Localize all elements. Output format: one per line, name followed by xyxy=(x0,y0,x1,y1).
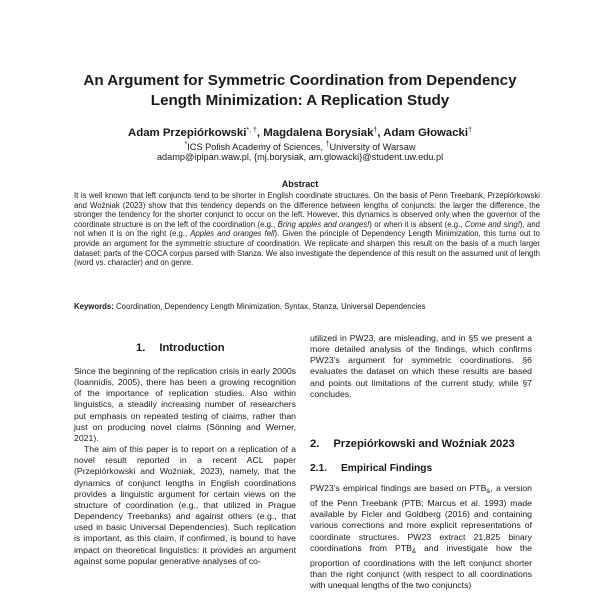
section-heading-pw23 xyxy=(310,437,515,451)
abstract-text: ), and not when it is on the right (e.g., xyxy=(74,219,540,239)
subscript: & xyxy=(411,548,416,555)
affiliation-2: University of Warsaw xyxy=(329,142,416,152)
paragraph: Since the beginning of the replication crisis in early 2000s (Ioannidis, 2005), there has been a growing recognition of the importance of replication studies. Also within linguistics, a steadily increasing number of researchers put emphasis on repeated testing of claims, rather than just on producing novel claims (Sönning and Werner, 2021). xyxy=(74,366,296,443)
paragraph-text: PW23’s empirical findings are based on PTB xyxy=(310,483,487,493)
section-number: 2. xyxy=(310,438,320,450)
author-separator: , xyxy=(377,127,384,139)
author-1-marks: *, † xyxy=(246,127,257,134)
subsection-number: 2.1. xyxy=(310,463,327,474)
author-emails: adamp@ipipan.waw.pl, {mj.borysiak, am.glowacki}@student.uw.edu.pl xyxy=(156,152,444,162)
left-column xyxy=(74,366,296,567)
author-1: Adam Przepiórkowski xyxy=(128,127,247,139)
abstract-text: ) or when it is absent (e.g., xyxy=(369,219,465,229)
abstract-example: Apples and oranges fell xyxy=(190,229,275,239)
keywords-text: Coordination, Dependency Length Minimization, Syntax, Stanza, Universal Dependencies xyxy=(113,302,426,311)
paragraph xyxy=(310,483,532,591)
affiliation-mark-1: * xyxy=(184,141,188,148)
subsection-heading-empirical-findings xyxy=(310,462,432,475)
abstract-heading: Abstract xyxy=(281,179,319,189)
paragraph: The aim of this paper is to report on a replication of a novel result reported in a recent ACL paper (Przepiórkowski and Woźniak, 2023), namely, that the dynamics of conjunct lengths in English coordinations provides a linguistic argument for certain views on the structure of coordination (e.g., that utilized in Prague Dependency Treebanks) and against others (e.g., that used in basic Universal Dependencies). Such replication is important, as this claim, if confirmed, is bound to have impact on theoretical linguistics: it provides an argument against some popular generative analyses of co- xyxy=(74,444,296,566)
abstract-example: Bring apples and oranges! xyxy=(277,219,370,229)
author-3: Adam Głowacki xyxy=(383,127,469,139)
title-line-1: An Argument for Symmetric Coordination from Dependency xyxy=(83,72,517,89)
keywords xyxy=(74,302,540,312)
subscript: & xyxy=(486,489,491,495)
author-2: Magdalena Borysiak xyxy=(263,127,374,139)
abstract-example: Come and sing! xyxy=(464,219,520,229)
author-list xyxy=(40,124,560,140)
right-column-top xyxy=(310,333,532,400)
paragraph-text: , a version of the Penn Treebank (PTB; Marcus et al. 1993) made available by Ficler and Goldberg (2016) and containing various corrections and more explicit representations of coordinate structures. PW23 extract 21,825 binary coordinations from PTB xyxy=(310,483,533,553)
author-separator: , xyxy=(256,127,264,139)
section-title: Introduction xyxy=(159,342,225,354)
paper-title xyxy=(40,71,560,111)
paragraph-text: and investigate how the proportion of coordinations with the left conjunct shorter than the right conjunct (with respect to all coordinations with unequal lengths of the two conjuncts) xyxy=(310,542,532,591)
section-title: Przepiórkowski and Woźniak 2023 xyxy=(333,438,515,450)
abstract-body xyxy=(74,191,540,268)
title-line-2: Length Minimization: A Replication Study xyxy=(150,92,450,109)
section-number: 1. xyxy=(136,342,146,354)
author-2-marks: † xyxy=(373,127,378,134)
right-column-bottom xyxy=(310,483,532,591)
subsection-title: Empirical Findings xyxy=(341,463,433,474)
abstract-text: ). Given the principle of Dependency Length Minimization, this turns out to provide an argument for the symmetric structure of coordination. We replicate and sharpen this result on the basis of a much larger dataset: parts of the COCA corpus parsed with Stanza. We also investigate the dependence of this result on the assumed unit of length (word vs. character) and on genre. xyxy=(74,229,540,268)
affiliation-1: ICS Polish Academy of Sciences, xyxy=(187,142,326,152)
paragraph: utilized in PW23, are misleading, and in §5 we present a more detailed analysis of the findings, which confirms PW23’s argument for symmetric coordinations. §6 evaluates the dataset on which these results are based and points out limitations of the current study, while §7 concludes. xyxy=(310,333,532,399)
author-3-marks: † xyxy=(468,127,472,134)
affiliation-mark-2: † xyxy=(325,141,330,148)
abstract-text: It is well known that left conjuncts tend to be shorter in English coordinate structures. On the basis of Penn Treebank, Przepiórkowski and Woźniak (2023) show that this tendency depends on the difference between lengths of conjuncts: the larger the difference, the stronger the tendency for the shorter conjunct to occur on the left. However, this dynamics is observed only when the governor of the coordinate structure is on the left of the coordination (e.g., xyxy=(74,191,540,229)
keywords-label: Keywords: xyxy=(74,302,114,311)
section-heading-introduction xyxy=(136,341,225,355)
